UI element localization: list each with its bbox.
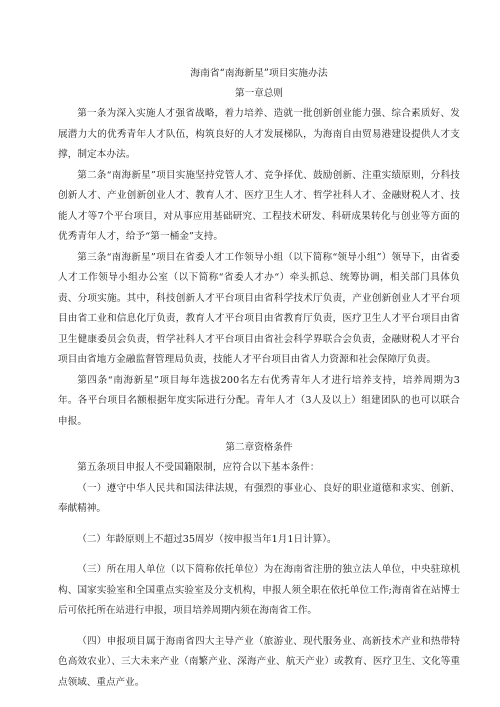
condition-item-2: （二）年龄原则上不超过35周岁（按申报当年1月1日计算）。: [77, 533, 337, 545]
document-title: 海南省“南海新星”项目实施办法: [190, 68, 328, 79]
chapter-1-heading: 第一章总则: [235, 88, 283, 99]
document-page: [58, 64, 460, 693]
article-1: 第一条为深入实施人才强省战略，着力培养、造就一批创新创业能力强、综合素质好、发展潜力大的优秀青年人才队伍，构筑良好的人才发展梯队，为海南自由贸易港建设提供人才支撑，制定本办法。: [58, 108, 460, 160]
condition-item-1: （一）遵守中华人民共和国法律法规，有强烈的事业心、良好的职业道德和求实、创新、奉献精神。: [58, 482, 460, 514]
condition-item-4: （四）申报项目属于海南省四大主导产业（旅游业、现代服务业、高新技术产业和热带特色高效农业）、三大未来产业（南繁产业、深海产业、航天产业）或教育、医疗卫生、文化等重点领域、重点产业。: [58, 635, 460, 688]
article-3: 第三条“南海新星”项目在省委人才工作领导小组（以下简称“领导小组”）领导下，由省委人才工作领导小组办公室（以下简称“省委人才办“）牵头抓总、统筹协调，相关部门具体负责、分项实施。其中，科技创新人才平台项目由省科学技术厅负责，产业创新创业人才平台项目由省工业和信息化厅负责，教育人才平台项目由省教育厅负责，医疗卫生人才平台项目由省卫生健康委员会负责，哲学社科人才平台项目由省社会科学界联合会负责，金融财税人才平台项目由省地方金融监督管理局负责，技能人才平台项目由省人力资源和社会保障厅负责。: [58, 251, 460, 365]
article-2: 第二条“南海新星”项目实施坚持党管人才、竞争择优、鼓励创新、注重实绩原则，分科技创新人才、产业创新创业人才、教育人才、医疗卫生人才、哲学社科人才、金融财税人才、技能人才等7个平台项目，对从事应用基础研究、工程技术研发、科研成果转化与创业等方面的优秀青年人才，给予“第一桶金”支持。: [58, 169, 460, 242]
condition-item-3: （三）所在用人单位（以下简称依托单位）为在海南省注册的独立法人单位，中央驻琼机构、国家实验室和全国重点实验室及分支机构，申报人须全职在依托单位工作;海南省在站博士后可依托所在站进行申报，项目培养周期内须在海南省工作。: [58, 564, 460, 616]
article-5: 第五条项目申报人不受国籍限制，应符合以下基本条件：: [77, 462, 320, 473]
chapter-2-heading: 第二章资格条件: [225, 442, 293, 453]
article-4: 第四条“南海新星”项目每年选拔200名左右优秀青年人才进行培养支持，培养周期为3年。各平台项目名额根据年度实际进行分配。青年人才（3人及以上）组建团队的也可以联合申报。: [58, 374, 460, 427]
